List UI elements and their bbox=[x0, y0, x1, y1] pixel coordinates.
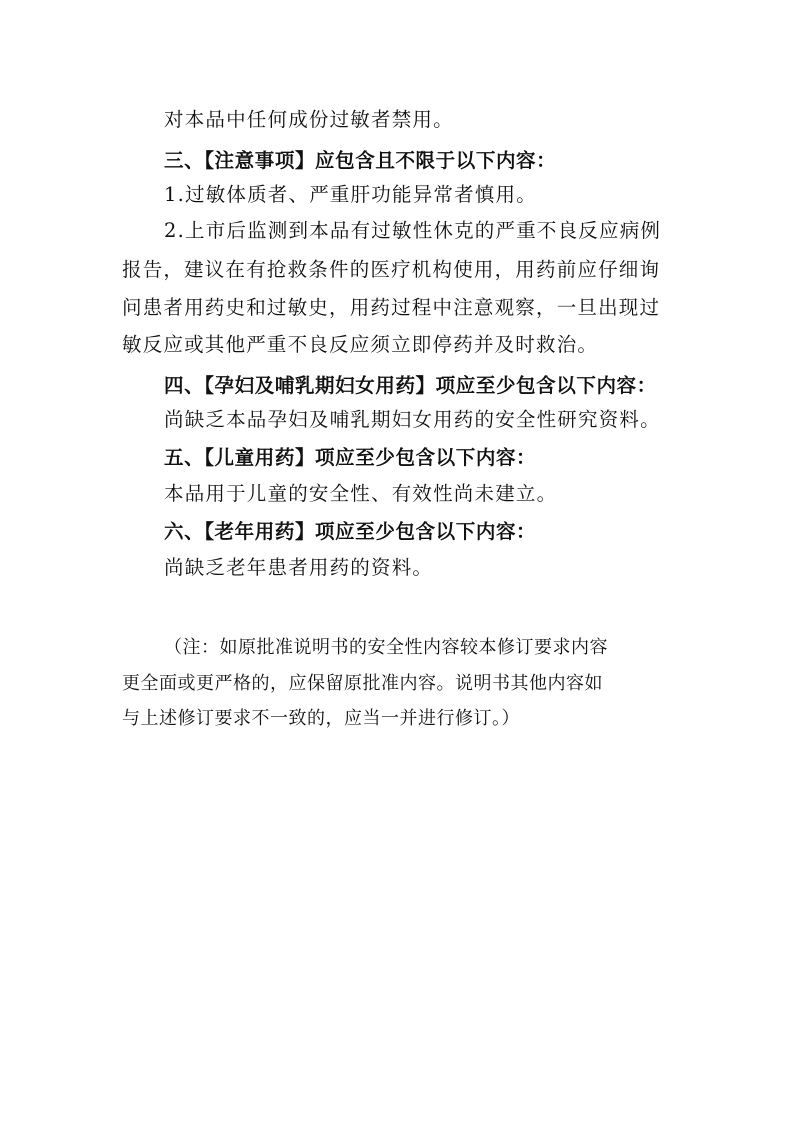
section-precautions-heading: 三、【注意事项】应包含且不限于以下内容： bbox=[164, 149, 557, 172]
section-pregnancy-heading: 四、【孕妇及哺乳期妇女用药】项应至少包含以下内容： bbox=[164, 374, 657, 397]
precaution-item-2-line-1: 2.上市后监测到本品有过敏性休克的严重不良反应病例 bbox=[164, 219, 662, 242]
pregnancy-text: 尚缺乏本品孕妇及哺乳期妇女用药的安全性研究资料。 bbox=[164, 408, 661, 431]
note-line-3: 与上述修订要求不一致的，应当一并进行修订。） bbox=[122, 708, 520, 729]
contraindication-text: 对本品中任何成份过敏者禁用。 bbox=[164, 108, 454, 131]
geriatric-text: 尚缺乏老年患者用药的资料。 bbox=[164, 556, 434, 579]
section-pediatric-heading: 五、【儿童用药】项应至少包含以下内容： bbox=[164, 446, 537, 469]
precaution-item-1: 1.过敏体质者、严重肝功能异常者慎用。 bbox=[164, 183, 537, 206]
precaution-item-2-line-2: 报告，建议在有抢救条件的医疗机构使用，用药前应仔细询 bbox=[122, 258, 661, 281]
section-geriatric-heading: 六、【老年用药】项应至少包含以下内容： bbox=[164, 520, 537, 543]
pediatric-text: 本品用于儿童的安全性、有效性尚未建立。 bbox=[164, 482, 558, 505]
precaution-item-2-line-3: 问患者用药史和过敏史，用药过程中注意观察，一旦出现过 bbox=[122, 296, 661, 319]
note-line-1: （注：如原批准说明书的安全性内容较本修订要求内容 bbox=[164, 637, 608, 658]
note-line-2: 更全面或更严格的，应保留原批准内容。说明书其他内容如 bbox=[122, 673, 603, 694]
precaution-item-2-line-4: 敏反应或其他严重不良反应须立即停药并及时救治。 bbox=[122, 333, 599, 356]
